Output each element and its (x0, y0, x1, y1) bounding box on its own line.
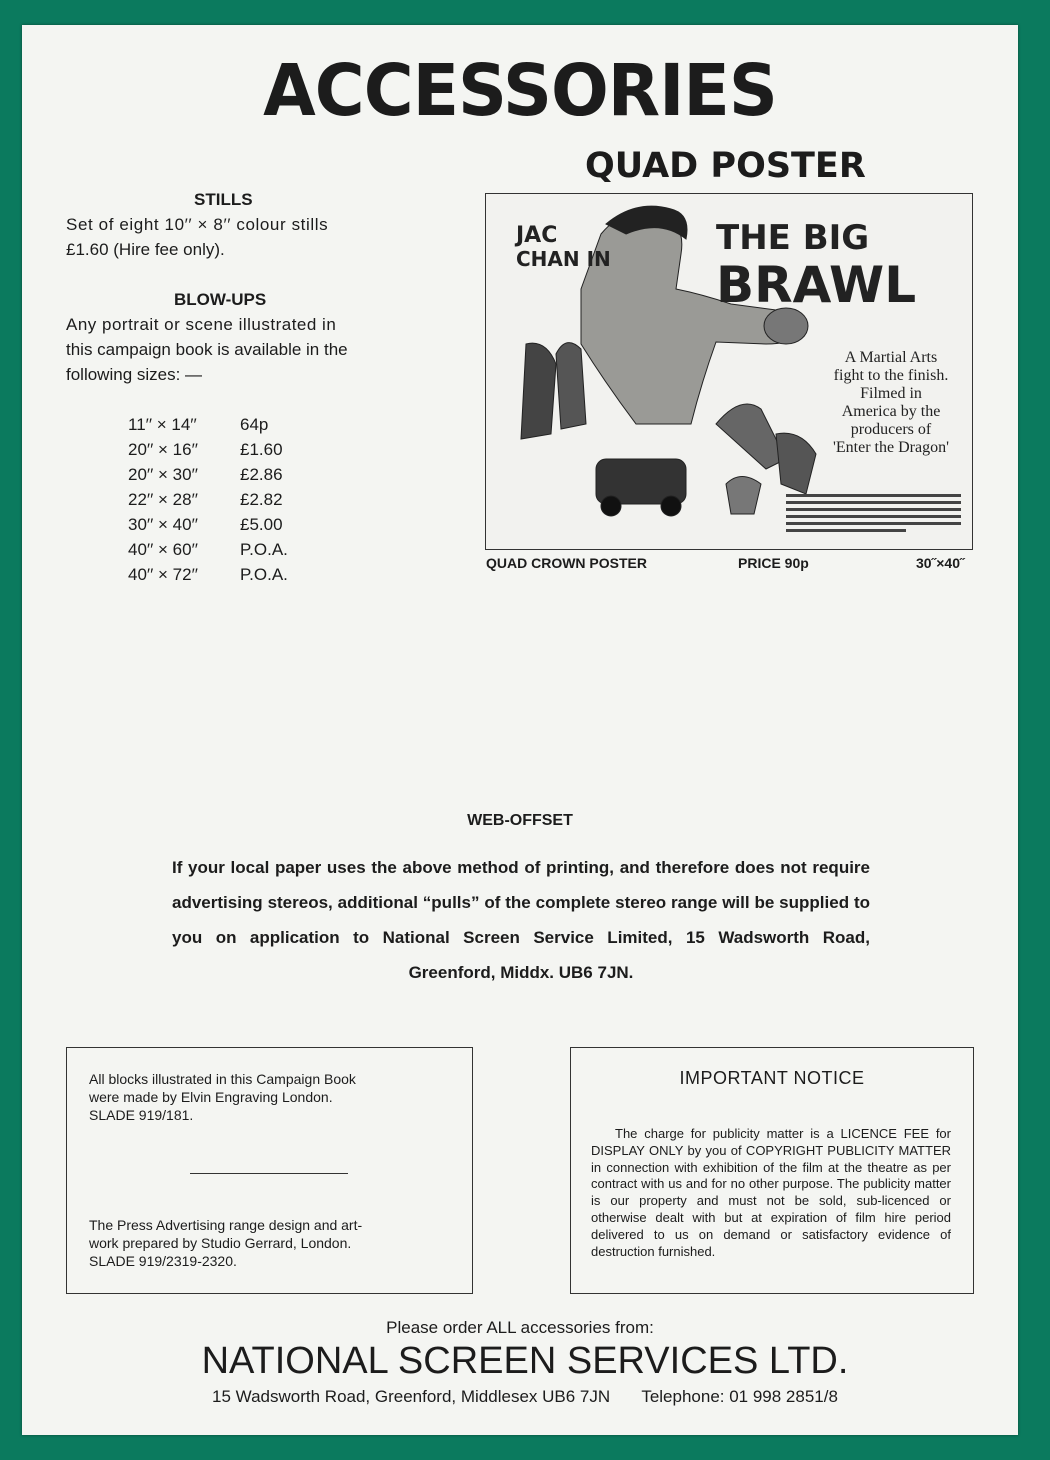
web-offset-text: If your local paper uses the above method of printing, and therefore does not require advertising stereos, additional “pulls” of the complete stereo range will be supplied to you on application to National Screen Service Limited, 15 Wadsworth Road, Greenford, Middx. UB6 7JN. (172, 858, 870, 982)
company-name: NATIONAL SCREEN SERVICES LTD. (201, 1340, 849, 1382)
blocks-credit-box (66, 1047, 473, 1294)
poster-tagline-2: fight to the finish. (833, 367, 949, 384)
company-telephone: Telephone: 01 998 2851/8 (641, 1387, 838, 1406)
page-title: ACCESSORIES (263, 50, 777, 133)
size-row (128, 512, 288, 537)
size-row (128, 437, 288, 462)
size-dimension: 40′′ × 60′′ (128, 540, 198, 559)
blocks-credit-top (89, 1070, 454, 1124)
size-price: £1.60 (240, 440, 283, 459)
divider-line (190, 1173, 348, 1174)
order-instruction: Please order ALL accessories from: (386, 1318, 654, 1337)
notice-text: The charge for publicity matter is a LICENCE FEE for DISPLAY ONLY by you of COPYRIGHT PUBLICITY MATTER in connection with exhibition of the film at the theatre as per contract with us and for no other purpose. The publicity matter is our property and must not be sold, sub-licenced or otherwise dealt with but at expiration of film hire period delivered to us on demand or satisfactory evidence of destruction furnished. (591, 1126, 951, 1259)
blowups-line-2: this campaign book is available in the (66, 340, 348, 359)
quad-caption-price: PRICE 90p (738, 555, 809, 571)
notice-heading: IMPORTANT NOTICE (679, 1068, 865, 1088)
size-price: P.O.A. (240, 540, 288, 559)
company-contact (0, 1387, 1050, 1407)
blowup-sizes-list (128, 412, 288, 587)
important-notice-box (570, 1047, 974, 1294)
blowups-heading: BLOW-UPS (174, 290, 267, 309)
blowups-description (66, 312, 388, 387)
poster-tagline-3: Filmed in (860, 385, 922, 402)
poster-film-line-1: THE BIG (716, 218, 870, 258)
design-line-1: The Press Advertising range design and art- (89, 1217, 363, 1233)
blowups-line-3: following sizes: — (66, 365, 203, 384)
poster-star-line-2: CHAN IN (516, 247, 611, 271)
size-dimension: 40′′ × 72′′ (128, 565, 198, 584)
blocks-line-2: were made by Elvin Engraving London. (89, 1089, 333, 1105)
stills-heading: STILLS (194, 190, 253, 209)
quad-caption-size: 30˝×40˝ (916, 555, 965, 571)
size-price: £2.82 (240, 490, 283, 509)
poster-artwork (486, 194, 972, 549)
size-price: £5.00 (240, 515, 283, 534)
blocks-line-1: All blocks illustrated in this Campaign Book (89, 1071, 356, 1087)
size-price: 64p (240, 415, 269, 434)
size-price: £2.86 (240, 465, 283, 484)
web-offset-heading: WEB-OFFSET (467, 812, 573, 829)
size-price: P.O.A. (240, 565, 288, 584)
stills-line-1: Set of eight 10′′ × 8′′ colour stills (66, 215, 329, 234)
size-row (128, 537, 288, 562)
quad-poster-image (485, 193, 973, 550)
poster-tagline-6: 'Enter the Dragon' (833, 439, 949, 456)
size-dimension: 22′′ × 28′′ (128, 490, 198, 509)
size-row (128, 412, 288, 437)
blowups-line-1: Any portrait or scene illustrated in (66, 315, 337, 334)
size-row (128, 487, 288, 512)
poster-star-line-1: JAC (516, 223, 558, 248)
poster-film-line-2: BRAWL (716, 256, 917, 314)
quad-caption-type: QUAD CROWN POSTER (486, 555, 647, 571)
design-line-3: SLADE 919/2319-2320. (89, 1253, 237, 1269)
poster-tagline-4: America by the (841, 403, 941, 420)
stills-line-2: £1.60 (Hire fee only). (66, 240, 225, 259)
size-row (128, 462, 288, 487)
stills-description (66, 212, 388, 262)
size-dimension: 20′′ × 30′′ (128, 465, 198, 484)
size-dimension: 20′′ × 16′′ (128, 440, 198, 459)
poster-tagline-5: producers of (850, 421, 932, 438)
size-dimension: 11′′ × 14′′ (128, 415, 197, 434)
blocks-credit-bottom (89, 1216, 454, 1270)
poster-tagline-1: A Martial Arts (844, 349, 938, 366)
company-address: 15 Wadsworth Road, Greenford, Middlesex UB6 7JN (212, 1387, 611, 1406)
blocks-line-3: SLADE 919/181. (89, 1107, 194, 1123)
size-row (128, 562, 288, 587)
quad-poster-heading: QUAD POSTER (585, 146, 866, 186)
size-dimension: 30′′ × 40′′ (128, 515, 198, 534)
design-line-2: work prepared by Studio Gerrard, London. (89, 1235, 352, 1251)
